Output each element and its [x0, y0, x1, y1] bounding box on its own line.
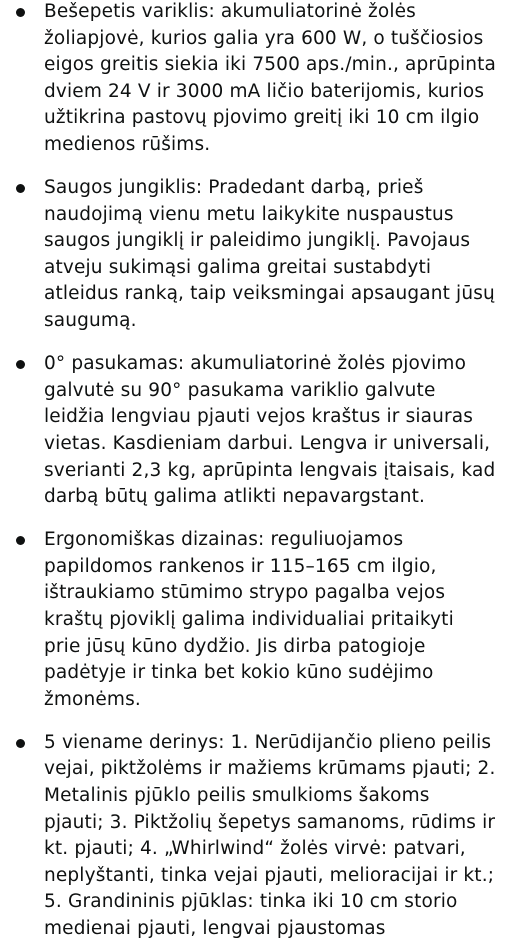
feature-item-rotatable-head — [0, 351, 519, 511]
feature-item-motor — [0, 0, 519, 159]
bullet-dot-icon — [16, 739, 25, 748]
feature-text: Ergonomiškas dizainas: reguliuojamos papildomos rankenos ir 115–165 cm ilgio, ištraukiamo stūmimo strypo pagalba vejos kraštų pjoviklį galima individualiai pritaikyti prie jūsų kūno dydžio. Jis dirba patogioje padėtyje ir tinka bet kokio kūno sudėjimo žmonėms. — [44, 529, 454, 710]
feature-text: Bešepetis variklis: akumuliatorinė žolės žoliapjovė, kurios galia yra 600 W, o tuščiosios eigos greitis siekia iki 7500 aps./min., aprūpinta dviem 24 V ir 3000 mA ličio baterijomis, kurios užtikrina pastovų pjovimo greitį iki 10 cm ilgio medienos rūšims. — [44, 1, 497, 155]
bullet-dot-icon — [16, 8, 25, 17]
feature-item-five-in-one — [0, 730, 519, 943]
feature-text: 5 viename derinys: 1. Nerūdijančio plieno peilis vejai, piktžolėms ir mažiems krūmams pjauti; 2. Metalinis pjūklo peilis smulkioms šakoms pjauti; 3. Piktžolių šepetys samanoms, rūdims ir kt. pjauti; 4. „Whirlwind“ žolės virvė: patvari, neplyštanti, tinka vejai pjauti, melioracijai ir kt.; 5. Grandininis pjūklas: tinka iki 10 cm storio medienai pjauti, lengvai pjaustomas — [44, 731, 496, 939]
bullet-dot-icon — [16, 184, 25, 193]
feature-item-safety-switch — [0, 175, 519, 335]
bullet-dot-icon — [16, 360, 25, 369]
feature-text: Saugos jungiklis: Pradedant darbą, prieš naudojimą vienu metu laikykite nuspaustus saugos jungiklį ir paleidimo jungiklį. Pavojaus atveju sukimąsi galima greitai sustabdyti atleidus ranką, taip veiksmingai apsaugant jūsų saugumą. — [44, 177, 495, 332]
bullet-dot-icon — [16, 536, 25, 545]
feature-text: 0° pasukamas: akumuliatorinė žolės pjovimo galvutė su 90° pasukama variklio galvute leidžia lengviau pjauti vejos kraštus ir siauras vietas. Kasdieniam darbui. Lengva ir universali, sverianti 2,3 kg, aprūpinta lengvais įtaisais, kad darbą būtų galima atlikti nepavargstant. — [44, 353, 496, 508]
feature-item-ergonomic-design — [0, 527, 519, 713]
